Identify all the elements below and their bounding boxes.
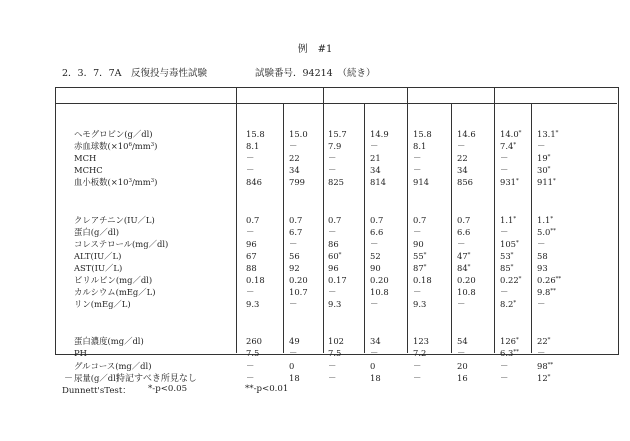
table-cell: 825 — [328, 177, 344, 188]
table-cell: 814 — [370, 177, 386, 188]
table-cell: － — [246, 165, 255, 176]
table-cell: 21 — [370, 153, 381, 164]
table-cell: 856 — [457, 177, 473, 188]
table-cell: 10.7 — [289, 287, 308, 298]
table-cell: 87* — [413, 262, 427, 273]
table-cell: 47* — [457, 250, 471, 261]
table-cell: 10.8 — [370, 287, 389, 298]
table-cell: 0.18 — [246, 275, 265, 285]
header-divider — [55, 103, 617, 104]
table-cell: 846 — [246, 177, 262, 188]
table-cell: － — [500, 165, 509, 176]
table-cell: － — [328, 165, 337, 176]
table-cell: 7.2 — [413, 348, 427, 359]
table-cell: 84* — [457, 262, 471, 273]
table-cell: 0.20 — [289, 275, 308, 285]
table-cell: 86 — [328, 238, 339, 249]
footnote-no-findings: 特記すべき所見なし — [116, 374, 197, 384]
footnote-dash: － — [64, 374, 74, 384]
table-cell: － — [289, 348, 298, 359]
table-cell: 98** — [537, 360, 554, 371]
table-cell: 22 — [289, 153, 300, 164]
table-cell: 88 — [246, 262, 257, 273]
table-cell: － — [328, 372, 337, 383]
table-cell: 0.7 — [289, 214, 303, 225]
table-cell: 6.3** — [500, 348, 519, 359]
table-cell: － — [537, 238, 546, 249]
table-cell: 34 — [370, 336, 381, 347]
table-cell: 30* — [537, 165, 551, 176]
table-cell: － — [457, 299, 466, 310]
table-cell: － — [328, 226, 337, 237]
table-cell: 15.8 — [246, 129, 265, 139]
table-cell: 22* — [537, 336, 551, 347]
table-cell: 1.1* — [500, 214, 517, 225]
table-cell: － — [328, 360, 337, 371]
table-cell: 123 — [413, 336, 429, 347]
table-cell: 67 — [246, 250, 257, 261]
table-cell: 14.9 — [370, 129, 389, 139]
table-cell: － — [413, 287, 422, 298]
table-cell: － — [500, 226, 509, 237]
table-cell: 799 — [289, 177, 305, 188]
table-cell: － — [413, 226, 422, 237]
table-cell: 7.5 — [246, 348, 260, 359]
table-cell: － — [246, 287, 255, 298]
table-cell: － — [500, 360, 509, 371]
table-cell: － — [246, 226, 255, 237]
table-cell: 6.6 — [370, 226, 384, 237]
group-separator — [494, 87, 495, 353]
table-cell: 0.17 — [328, 275, 347, 285]
table-cell: － — [457, 348, 466, 359]
table-cell: 0 — [289, 360, 295, 371]
table-cell: 0.7 — [370, 214, 384, 225]
table-cell: 7.9 — [328, 141, 342, 152]
table-cell: 85* — [500, 262, 514, 273]
significance-p01: **-p<0.01 — [245, 384, 289, 394]
table-cell: 0.7 — [457, 214, 471, 225]
table-cell: 90 — [370, 262, 381, 273]
table-cell: 931* — [500, 177, 519, 188]
table-cell: 60* — [328, 250, 342, 261]
table-cell: 911* — [537, 177, 556, 188]
table-cell: 58 — [537, 250, 548, 261]
table-cell: 5.0** — [537, 226, 556, 237]
sex-separator — [364, 103, 365, 353]
table-cell: － — [500, 287, 509, 298]
table-cell: － — [457, 141, 466, 152]
table-cell: 55* — [413, 250, 427, 261]
table-cell: 9.3 — [328, 299, 342, 310]
table-cell: 260 — [246, 336, 262, 347]
row-label: コレステロール(mg／dl) — [74, 238, 169, 249]
table-cell: 10.8 — [457, 287, 476, 298]
table-cell: － — [289, 141, 298, 152]
table-cell: － — [457, 238, 466, 249]
table-cell: 126* — [500, 336, 519, 347]
table-cell: 15.7 — [328, 129, 347, 139]
group-separator — [407, 87, 408, 353]
table-cell: 0.7 — [413, 214, 427, 225]
table-cell: － — [246, 153, 255, 164]
test-number: 試験番号．94214 （続き） — [255, 68, 376, 79]
table-cell: 15.8 — [413, 129, 432, 139]
row-label: クレアチニン(IU／L) — [74, 214, 155, 225]
table-cell: 6.7 — [289, 226, 303, 237]
table-cell: 105* — [500, 238, 519, 249]
row-label: 赤血球数$(\times 10^6/mm^3)$ — [74, 141, 158, 152]
table-cell: 92 — [289, 262, 300, 273]
group-separator — [323, 87, 324, 353]
table-cell: － — [370, 238, 379, 249]
table-cell: － — [500, 153, 509, 164]
section-subtitle: 2．3．7．7A 反復投与毒性試験 — [62, 68, 208, 79]
row-label: グルコース(mg／dl) — [74, 360, 152, 371]
row-label: カルシウム(mEg／L) — [74, 287, 156, 298]
table-cell: 49 — [289, 336, 300, 347]
sex-separator — [451, 103, 452, 353]
table-cell: － — [370, 141, 379, 152]
table-cell: 53* — [500, 250, 514, 261]
row-label: AST(IU／L) — [74, 262, 123, 273]
table-cell: － — [413, 153, 422, 164]
table-cell: 93 — [537, 262, 548, 273]
row-label: ヘモグロビン(g／dl) — [74, 129, 153, 139]
table-cell: 14.6 — [457, 129, 476, 139]
significance-p05: *-p<0.05 — [148, 384, 188, 394]
table-cell: 102 — [328, 336, 344, 347]
table-cell: 6.6 — [457, 226, 471, 237]
document-title: 例 #1 — [297, 44, 333, 55]
table-cell: － — [537, 299, 546, 310]
table-cell: 19* — [537, 153, 551, 164]
table-cell: 56 — [289, 250, 300, 261]
table-cell: 9.8** — [537, 287, 556, 298]
table-cell: 0.18 — [413, 275, 432, 285]
table-cell: 18 — [289, 372, 300, 383]
table-cell: － — [370, 348, 379, 359]
table-cell: － — [246, 360, 255, 371]
table-cell: 7.4* — [500, 141, 517, 152]
table-cell: 14.0* — [500, 129, 522, 139]
table-cell: 96 — [246, 238, 257, 249]
table-cell: － — [246, 372, 255, 383]
table-cell: 52 — [370, 250, 381, 261]
table-cell: － — [413, 372, 422, 383]
dunnett-test-label: Dunnett'sTest： — [62, 386, 131, 396]
table-cell: 34 — [457, 165, 468, 176]
table-cell: 16 — [457, 372, 468, 383]
table-cell: 0.26** — [537, 275, 562, 285]
table-cell: 18 — [370, 372, 381, 383]
table-cell: － — [500, 372, 509, 383]
table-cell: 0.22* — [500, 275, 522, 285]
sex-separator — [283, 103, 284, 353]
table-cell: 9.3 — [413, 299, 427, 310]
table-cell: － — [413, 165, 422, 176]
table-cell: － — [328, 287, 337, 298]
table-cell: 914 — [413, 177, 429, 188]
table-cell: － — [328, 153, 337, 164]
table-cell: － — [289, 299, 298, 310]
row-label: MCHC — [74, 165, 103, 176]
row-label: 蛋白(g／dl) — [74, 226, 120, 237]
table-cell: 34 — [370, 165, 381, 176]
table-cell: － — [289, 238, 298, 249]
table-cell: 8.2* — [500, 299, 517, 310]
table-cell: 0.20 — [457, 275, 476, 285]
table-cell: 0.7 — [246, 214, 260, 225]
row-label: 血小板数$(\times 10^3/mm^3)$ — [74, 177, 158, 188]
sex-separator — [531, 103, 532, 353]
row-label: 尿量(g／dl) — [74, 372, 120, 383]
row-label: PH — [74, 348, 87, 359]
table-cell: － — [537, 348, 546, 359]
table-cell: 22 — [457, 153, 468, 164]
table-cell: 20 — [457, 360, 468, 371]
table-cell: 0.20 — [370, 275, 389, 285]
table-cell: 0 — [370, 360, 376, 371]
table-cell: 9.3 — [246, 299, 260, 310]
table-cell: 54 — [457, 336, 468, 347]
row-label: ビリルビン(mg／dl) — [74, 275, 153, 285]
table-cell: － — [370, 299, 379, 310]
table-cell: － — [537, 141, 546, 152]
table-cell: 7.5 — [328, 348, 342, 359]
row-label: 蛋白濃度(mg／dl) — [74, 336, 144, 347]
row-label: MCH — [74, 153, 97, 164]
row-label: ALT(IU／L) — [74, 250, 122, 261]
table-cell: 1.1* — [537, 214, 554, 225]
table-cell: 8.1 — [246, 141, 260, 152]
table-cell: 8.1 — [413, 141, 427, 152]
table-cell: 12* — [537, 372, 551, 383]
label-separator — [236, 87, 237, 353]
table-cell: 90 — [413, 238, 424, 249]
table-cell: 0.7 — [328, 214, 342, 225]
table-cell: 34 — [289, 165, 300, 176]
table-cell: 13.1* — [537, 129, 559, 139]
table-cell: － — [413, 360, 422, 371]
table-cell: 96 — [328, 262, 339, 273]
table-cell: 15.0 — [289, 129, 308, 139]
row-label: リン(mEg／L) — [74, 299, 131, 310]
